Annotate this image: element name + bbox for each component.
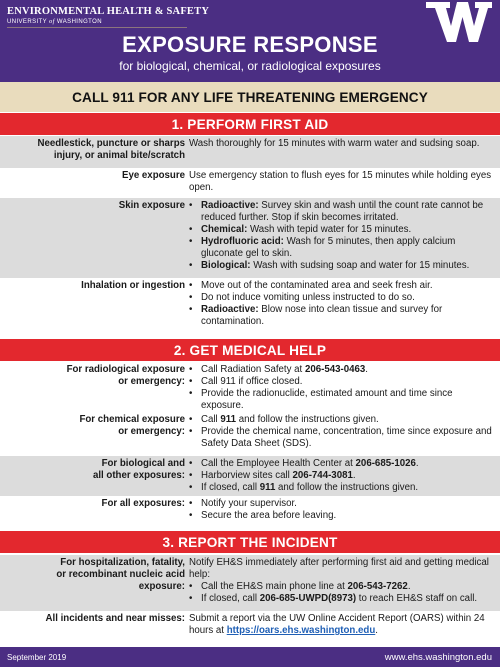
- row-content: [189, 458, 497, 494]
- row-needlestick: [0, 136, 500, 168]
- row-radiological: [0, 362, 500, 412]
- list-item: • Chemical: Wash with tepid water for 15 minutes.: [189, 224, 497, 236]
- header-banner: [0, 0, 500, 82]
- row-chemical: [0, 412, 500, 456]
- list-item: • Radioactive: Blow nose into clean tissue and survey for contamination.: [189, 304, 497, 328]
- row-label: All incidents and near misses:: [45, 613, 185, 624]
- row-content: [189, 364, 497, 412]
- footer-bar: [0, 647, 500, 667]
- row-content: [189, 280, 497, 328]
- list-item: • Call 911 and follow the instructions given.: [189, 414, 497, 426]
- phone-number: 206-685-UWPD(8973): [259, 593, 357, 604]
- list-item: • Notify your supervisor.: [189, 498, 497, 510]
- list-item: • If closed, call 206-685-UWPD(8973) to reach EH&S staff on call.: [189, 593, 497, 605]
- list-item: • Call 911 if office closed.: [189, 376, 497, 388]
- list-item: • Harborview sites call 206-744-3081.: [189, 470, 497, 482]
- list-item: • Provide the chemical name, concentration, time since exposure and Safety Data Sheet (SDS).: [189, 426, 497, 450]
- list-item: • Call Radiation Safety at 206-543-0463.: [189, 364, 497, 376]
- list-item: • Biological: Wash with sudsing soap and water for 15 minutes.: [189, 260, 497, 272]
- row-content: [189, 498, 497, 522]
- section-medical-help-header: 2. GET MEDICAL HELP: [0, 339, 500, 361]
- row-content: Use emergency station to flush eyes for 15 minutes while holding eyes open.: [189, 170, 492, 193]
- list-item: • Call the EH&S main phone line at 206-543-7262.: [189, 581, 497, 593]
- uw-w-logo-icon: [426, 2, 492, 42]
- footer-date: September 2019: [7, 653, 67, 662]
- row-biological: [0, 456, 500, 496]
- footer-website-link[interactable]: www.ehs.washington.edu: [384, 652, 492, 663]
- row-label: Skin exposure: [118, 200, 185, 211]
- section-first-aid-header: 1. PERFORM FIRST AID: [0, 113, 500, 135]
- page-subtitle: for biological, chemical, or radiological exposures: [119, 59, 381, 73]
- row-content: Wash thoroughly for 15 minutes with warm water and sudsing soap.: [189, 138, 480, 149]
- oars-link[interactable]: https://oars.ehs.washington.edu: [226, 625, 376, 636]
- row-eye-exposure: [0, 168, 500, 198]
- list-item: • Move out of the contaminated area and seek fresh air.: [189, 280, 497, 292]
- row-label: Needlestick, puncture or sharps injury, or animal bite/scratch: [37, 138, 185, 161]
- row-label: Inhalation or ingestion: [81, 280, 185, 291]
- org-divider: [7, 27, 187, 28]
- row-label: Eye exposure: [121, 170, 185, 181]
- list-item: • Call the Employee Health Center at 206-685-1026.: [189, 458, 497, 470]
- list-item: • Hydrofluoric acid: Wash for 5 minutes, then apply calcium gluconate gel to skin.: [189, 236, 497, 260]
- org-name: ENVIRONMENTAL HEALTH & SAFETY: [7, 6, 210, 17]
- row-label: For all exposures:: [101, 498, 185, 509]
- row-inhalation: [0, 278, 500, 336]
- page-title: EXPOSURE RESPONSE: [122, 32, 378, 57]
- row-content: Notify EH&S immediately after performing first aid and getting medical help: • Call the EH&S main phone line at 206-543-7262. • If closed, call 206-685-UWPD(8973) to reach EH&S staff on call.: [189, 557, 497, 605]
- list-item: • Radioactive: Survey skin and wash until the count rate cannot be reduced further. Stop if skin becomes irritated.: [189, 200, 497, 224]
- row-all-exposures: [0, 496, 500, 528]
- row-label: For biological and all other exposures:: [92, 458, 185, 481]
- org-university: UNIVERSITY of WASHINGTON: [7, 18, 102, 25]
- phone-number: 206-744-3081: [292, 470, 353, 481]
- phone-number: 206-543-7262: [347, 581, 408, 592]
- phone-number: 206-685-1026: [355, 458, 416, 469]
- row-content: [189, 200, 497, 272]
- row-label: For radiological exposure or emergency:: [66, 364, 185, 387]
- emergency-banner: CALL 911 FOR ANY LIFE THREATENING EMERGENCY: [0, 82, 500, 112]
- list-item: • Provide the radionuclide, estimated amount and time since exposure.: [189, 388, 497, 412]
- row-label: For chemical exposure or emergency:: [79, 414, 185, 437]
- phone-number: 206-543-0463: [304, 364, 366, 375]
- list-item: • Do not induce vomiting unless instructed to do so.: [189, 292, 497, 304]
- row-content: [189, 414, 497, 450]
- row-hospitalization: [0, 555, 500, 611]
- row-label: For hospitalization, fatality, or recombinant nucleic acid exposure:: [56, 557, 185, 592]
- row-near-misses: [0, 611, 500, 645]
- list-item: • Secure the area before leaving.: [189, 510, 497, 522]
- row-content: Submit a report via the UW Online Accident Report (OARS) within 24 hours at https://oars.ehs.washington.edu.: [189, 613, 485, 636]
- row-skin-exposure: [0, 198, 500, 278]
- list-item: • If closed, call 911 and follow the instructions given.: [189, 482, 497, 494]
- section-report-header: 3. REPORT THE INCIDENT: [0, 531, 500, 553]
